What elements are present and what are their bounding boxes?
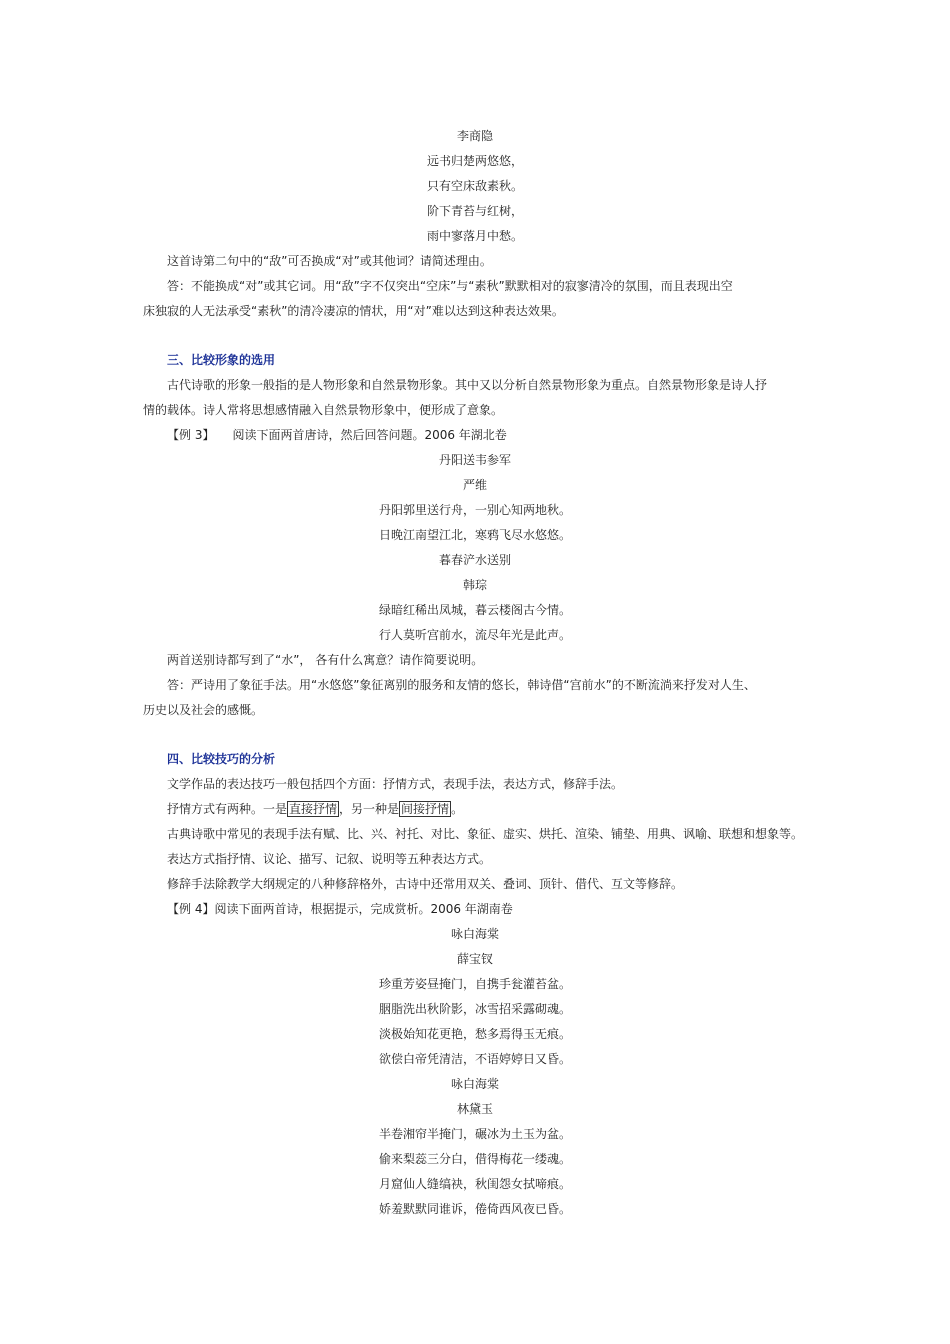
poem-author: 林黛玉 <box>456 1102 493 1116</box>
example-text: 阅读下面两首诗，根据提示，完成赏析。2006 年湖南卷 <box>214 902 513 916</box>
paragraph: 文学作品的表达技巧一般包括四个方面：抒情方式，表现手法，表达方式，修辞手法。 <box>167 777 624 791</box>
example-intro <box>143 423 807 448</box>
boxed-term-direct: 直接抒情 <box>289 802 338 816</box>
example-text: 阅读下面两首唐诗，然后回答问题。2006 年湖北卷 <box>232 428 507 442</box>
paragraph: 修辞手法除教学大纲规定的八种修辞格外，古诗中还常用双关、叠词、顶针、借代、互文等修辞。 <box>167 877 684 891</box>
example-label: 【例 4】 <box>167 902 215 916</box>
example-intro <box>143 897 807 922</box>
poem-line: 行人莫听宫前水，流尽年光是此声。 <box>378 628 571 642</box>
section-heading: 三、比较形象的选用 <box>167 353 276 367</box>
poem-line: 雨中寥落月中愁。 <box>426 229 523 243</box>
poem-line: 娇羞默默同谁诉，倦倚西风夜已昏。 <box>378 1202 571 1216</box>
question-text: 两首送别诗都写到了“水”， 各有什么寓意？请作简要说明。 <box>167 653 484 667</box>
poem-line: 半卷湘帘半掩门，碾冰为土玉为盆。 <box>378 1127 571 1141</box>
answer-text: 答：不能换成“对”或其它词。用“敌”字不仅突出“空床”与“素秋”默默相对的寂寥清冷的氛围，而且表现出空 <box>167 279 733 293</box>
text-run: ，另一种是 <box>339 802 400 816</box>
text-run: 。 <box>451 802 464 816</box>
poem-author: 严维 <box>462 478 487 492</box>
poem-title: 咏白海棠 <box>450 1077 499 1091</box>
poem-line: 绿暗红稀出凤城，暮云楼阁古今情。 <box>378 603 571 617</box>
paragraph-lyric-methods <box>143 797 807 822</box>
paragraph: 古代诗歌的形象一般指的是人物形象和自然景物形象。其中又以分析自然景物形象为重点。自然景物形象是诗人抒 <box>167 378 768 392</box>
poem-line: 珍重芳姿昼掩门，自携手瓮灌苔盆。 <box>378 977 571 991</box>
example-label: 【例 3】 <box>167 428 215 442</box>
paragraph-cont: 情的载体。诗人常将思想感情融入自然景物形象中，便形成了意象。 <box>143 403 504 417</box>
text-run: 抒情方式有两种。一是 <box>167 802 288 816</box>
answer-text: 答：严诗用了象征手法。用“水悠悠”象征离别的服务和友情的悠长，韩诗借“宫前水”的不断流淌来抒发对人生、 <box>167 678 756 692</box>
poem-author: 薛宝钗 <box>456 952 493 966</box>
poem-line: 胭脂洗出秋阶影，冰雪招采露砌魂。 <box>378 1002 571 1016</box>
paragraph: 表达方式指抒情、议论、描写、记叙、说明等五种表达方式。 <box>167 852 492 866</box>
poem-line: 偷来梨蕊三分白，借得梅花一缕魂。 <box>378 1152 571 1166</box>
section-heading: 四、比较技巧的分析 <box>167 752 276 766</box>
boxed-term-indirect: 间接抒情 <box>401 802 450 816</box>
poem-author: 李商隐 <box>456 129 493 143</box>
poem-title: 咏白海棠 <box>450 927 499 941</box>
document-page <box>143 124 807 1222</box>
poem-line: 阶下青苔与红树， <box>426 204 523 218</box>
poem-line: 月窟仙人缝缟袂，秋闺怨女拭啼痕。 <box>378 1177 571 1191</box>
poem-title: 暮春浐水送别 <box>438 553 511 567</box>
paragraph: 古典诗歌中常见的表现手法有赋、比、兴、衬托、对比、象征、虚实、烘托、渲染、铺垫、用典、讽喻、联想和想象等。 <box>167 827 804 841</box>
poem-line: 欲偿白帝凭清洁，不语婷婷日又昏。 <box>378 1052 571 1066</box>
answer-text-cont: 历史以及社会的感慨。 <box>143 703 264 717</box>
answer-text-cont: 床独寂的人无法承受“素秋”的清冷凄凉的情状，用“对”难以达到这种表达效果。 <box>143 304 564 318</box>
poem-line: 只有空床敌素秋。 <box>426 179 523 193</box>
poem-author: 韩琮 <box>462 578 487 592</box>
poem-line: 日晚江南望江北，寒鸦飞尽水悠悠。 <box>378 528 571 542</box>
poem-line: 淡极始知花更艳，愁多焉得玉无痕。 <box>378 1027 571 1041</box>
poem-line: 丹阳郭里送行舟，一别心知两地秋。 <box>378 503 571 517</box>
question-text: 这首诗第二句中的“敌”可否换成“对”或其他词？请简述理由。 <box>167 254 492 268</box>
poem-line: 远书归楚两悠悠， <box>426 154 523 168</box>
poem-title: 丹阳送韦参军 <box>438 453 511 467</box>
